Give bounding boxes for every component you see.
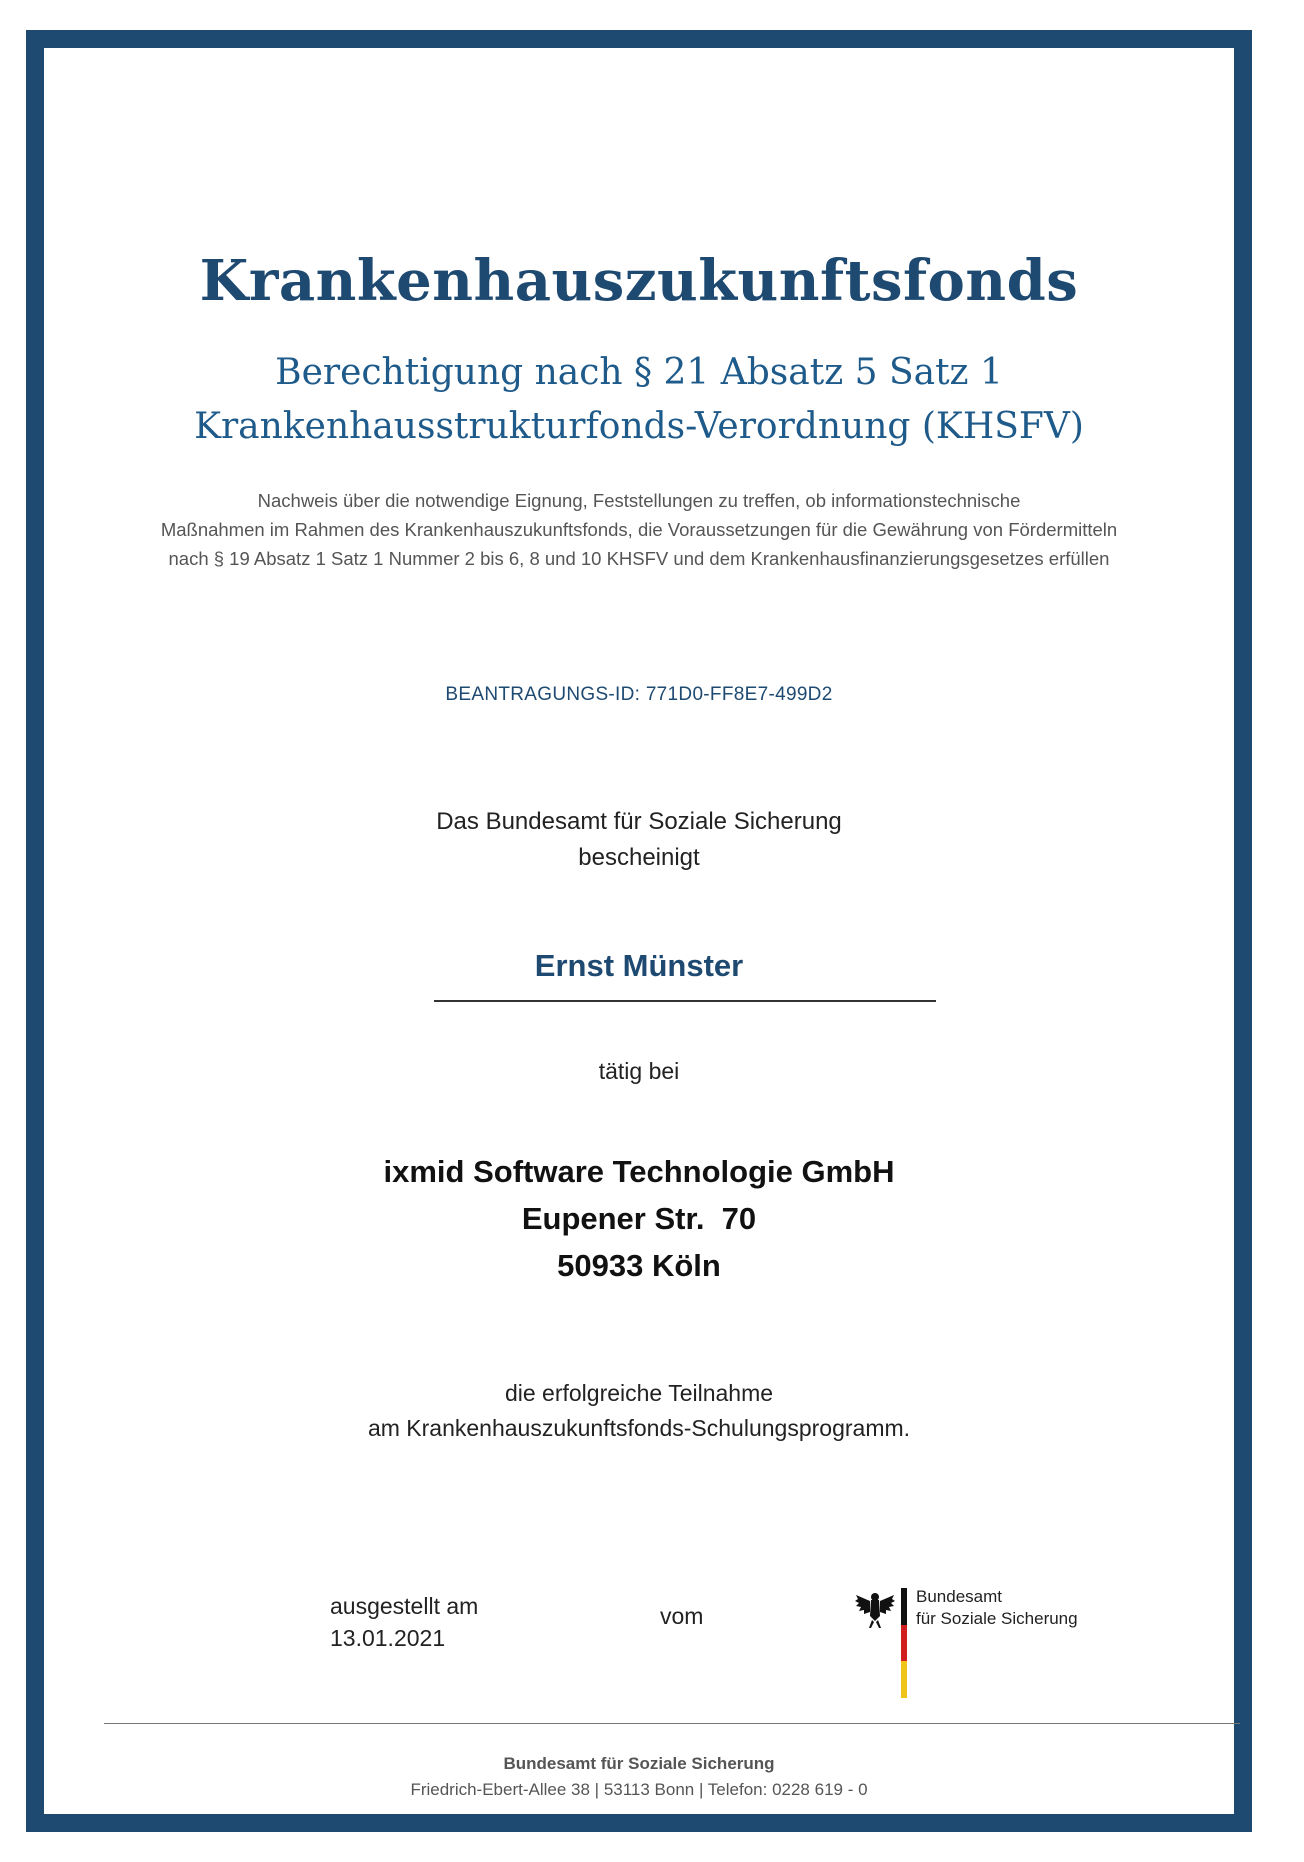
flag-red <box>901 1625 907 1662</box>
company-block <box>44 1148 1234 1289</box>
subtitle-line-2: Krankenhausstrukturfonds-Verordnung (KHSFV) <box>194 406 1084 447</box>
from-label: vom <box>660 1603 704 1629</box>
bas-logo <box>854 1588 1114 1704</box>
footer-address: Friedrich-Ebert-Allee 38 | 53113 Bonn | Telefon: 0228 619 - 0 <box>410 1780 868 1799</box>
flag-black <box>901 1588 907 1625</box>
description-line-2: Maßnahmen im Rahmen des Krankenhauszukunftsfonds, die Voraussetzungen für die Gewährung von Fördermitteln <box>160 519 1118 540</box>
footer-org: Bundesamt für Soziale Sicherung <box>503 1754 775 1773</box>
certificate-title: Krankenhauszukunftsfonds <box>199 248 1079 314</box>
certificate-description <box>44 486 1234 573</box>
issuer-statement <box>44 804 1234 876</box>
company-street: Eupener Str. 70 <box>521 1201 757 1236</box>
issuer-line-2: bescheinigt <box>578 844 700 871</box>
participation-statement <box>44 1376 1234 1446</box>
company-name: ixmid Software Technologie GmbH <box>383 1154 895 1189</box>
company-city: 50933 Köln <box>557 1248 721 1283</box>
employed-at-label: tätig bei <box>598 1058 680 1084</box>
issued-date: 13.01.2021 <box>330 1625 446 1651</box>
recipient-underline <box>434 1000 936 1002</box>
participation-line-2: am Krankenhauszukunftsfonds-Schulungsprogramm. <box>367 1415 911 1441</box>
issued-block <box>330 1590 478 1654</box>
logo-text <box>916 1586 1078 1630</box>
participation-line-1: die erfolgreiche Teilnahme <box>504 1380 774 1406</box>
federal-eagle-icon <box>854 1588 896 1630</box>
certificate-subtitle <box>44 346 1234 454</box>
description-line-1: Nachweis über die notwendige Eignung, Feststellungen zu treffen, ob informationstechnische <box>257 490 1021 511</box>
footer <box>44 1751 1234 1803</box>
certificate-frame <box>26 30 1252 1832</box>
issuer-line-1: Das Bundesamt für Soziale Sicherung <box>436 808 842 835</box>
subtitle-line-1: Berechtigung nach § 21 Absatz 5 Satz 1 <box>275 352 1003 393</box>
footer-divider <box>104 1723 1240 1724</box>
flag-stripe <box>901 1588 907 1698</box>
recipient-name: Ernst Münster <box>534 948 744 983</box>
logo-line-2: für Soziale Sicherung <box>916 1609 1078 1628</box>
application-id: BEANTRAGUNGS-ID: 771D0-FF8E7-499D2 <box>445 684 833 705</box>
issued-label: ausgestellt am <box>330 1593 479 1619</box>
description-line-3: nach § 19 Absatz 1 Satz 1 Nummer 2 bis 6, 8 und 10 KHSFV und dem Krankenhausfinanzierungsgesetzes erfüllen <box>168 548 1110 569</box>
flag-gold <box>901 1661 907 1698</box>
logo-line-1: Bundesamt <box>916 1587 1002 1606</box>
